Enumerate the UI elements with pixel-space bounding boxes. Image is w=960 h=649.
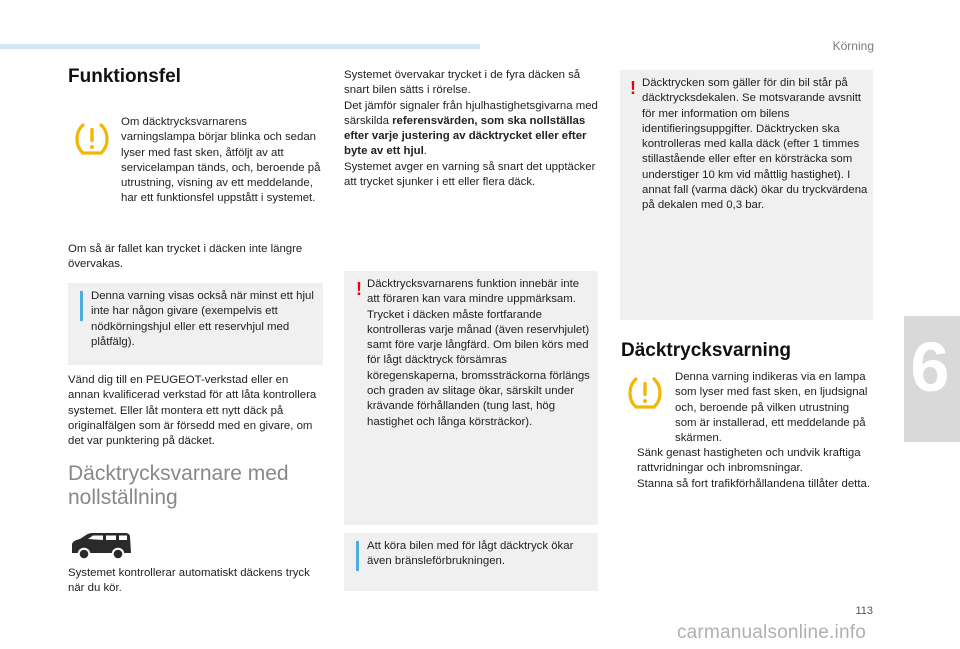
car-system-text: Systemet kontrollerar automatiskt däckens tryck när du kör. [68,567,310,595]
exclamation-icon: ! [630,78,636,98]
exclamation-icon: ! [356,279,362,299]
reference-text-end: . [423,145,427,158]
list-item [621,446,873,477]
info-box-text: Denna varning visas också när minst ett hjul inte har någon givare (exempelvis ett nödkörningshjul eller ett reservhjul med plåtfälg). [91,290,314,348]
col2-text-block [344,68,598,190]
paragraph-reference-values [344,99,598,160]
paragraph-monitoring-stopped: Om så är fallet kan trycket i däcken inte längre övervakas. [68,243,303,271]
pressure-warning-text: Denna varning indikeras via en lampa som lyser med fast sken, en ljudsignal och, beroende på vilken utrustning som är installerad, ett meddelande på skärmen. [675,371,868,445]
header-bar [0,44,480,49]
page-number: 113 [855,605,873,617]
list-item-text: Stanna så fort trafikförhållandena tillåter detta. [637,477,871,490]
info-marker-icon [356,541,359,571]
reference-text-start: Det jämför signaler från hjulhastighetsgivarna med särskilda [344,99,598,127]
paragraph-workshop: Vänd dig till en PEUGEOT-verkstad eller en annan kvalificerad verkstad för att låta kontrollera systemet. Eller låt montera ett nytt däck på originalfälgen som är försedd med en givare, om det var punktering på däcket. [68,374,317,448]
reference-text-bold: referensvärden, som ska nollställas efter varje justering av däcktrycket eller efter byte av ett hjul [344,114,587,158]
list-item [621,477,873,492]
info-marker-icon [80,291,83,321]
warning-box-text: Däcktrycksvarnarens funktion innebär inte att föraren kan vara mindre uppmärksam. Trycket i däcken måste fortfarande kontrolleras varje månad (även reservhjulet) samt före varje långfärd. Om bilen körs med för lågt däcktryck försämras köregenskaperna, bromssträckorna förlängs och graden av slitage ökar, särskilt under krävande förhållanden (tung last, hög hastighet och långa körsträckor). [367,278,590,428]
info-box-fuel-text: Att köra bilen med för lågt däcktryck ökar även bränsleförbrukningen. [367,540,574,568]
chapter-number: 6 [910,328,950,406]
title-pressure-warning: Däcktrycksvarning [621,340,792,361]
paragraph-pressure-drop: Systemet avger en varning så snart det upptäcker att trycket sjunker i ett eller flera däck. [344,160,596,189]
title-funktionsfel: Funktionsfel [68,66,181,87]
warning-box-pressures [620,70,873,320]
warning-box-pressures-text: Däcktrycken som gäller för din bil står på däcktrycksdekalen. Se motsvarande avsnitt för mer information om bilens identifieringsuppgifter. Däcktrycken ska kontrolleras med kalla däck (efter 1 timmes stillastående eller efter en körsträcka som understiger 10 km vid måttlig hastighet). I annat fall (varma däck) ökar du tryckvärdena på dekalen med 0,3 bar. [642,77,868,212]
title-reset-system: Däcktrycksvarnare med nollställning [68,462,289,509]
list-marker-icon [621,446,637,477]
info-box-no-sensor [68,283,323,365]
paragraph-system-monitor: Systemet övervakar trycket i de fyra däcken så snart bilen sätts i rörelse. [344,69,581,97]
watermark: carmanualsonline.info [676,622,866,643]
list-item-text: Sänk genast hastigheten och undvik kraftiga rattvridningar och inbromsningar. [637,447,861,475]
section-label: Körning [832,39,874,53]
info-box-fuel [344,533,598,591]
warning-box-attention [344,271,598,525]
list-marker-icon [621,477,637,492]
tire-pressure-warning-icon [74,122,110,156]
car-icon [69,531,133,561]
action-list [621,446,873,492]
malfunction-warning-text: Om däcktrycksvarnarens varningslampa börjar blinka och sedan lyser med fast sken, åtföljt av att servicelampan tänds, och, beroende på utrustning, visning av ett meddelande, har ett funktionsfel uppstått i systemet. [121,116,321,205]
tire-pressure-warning-icon [627,376,663,410]
